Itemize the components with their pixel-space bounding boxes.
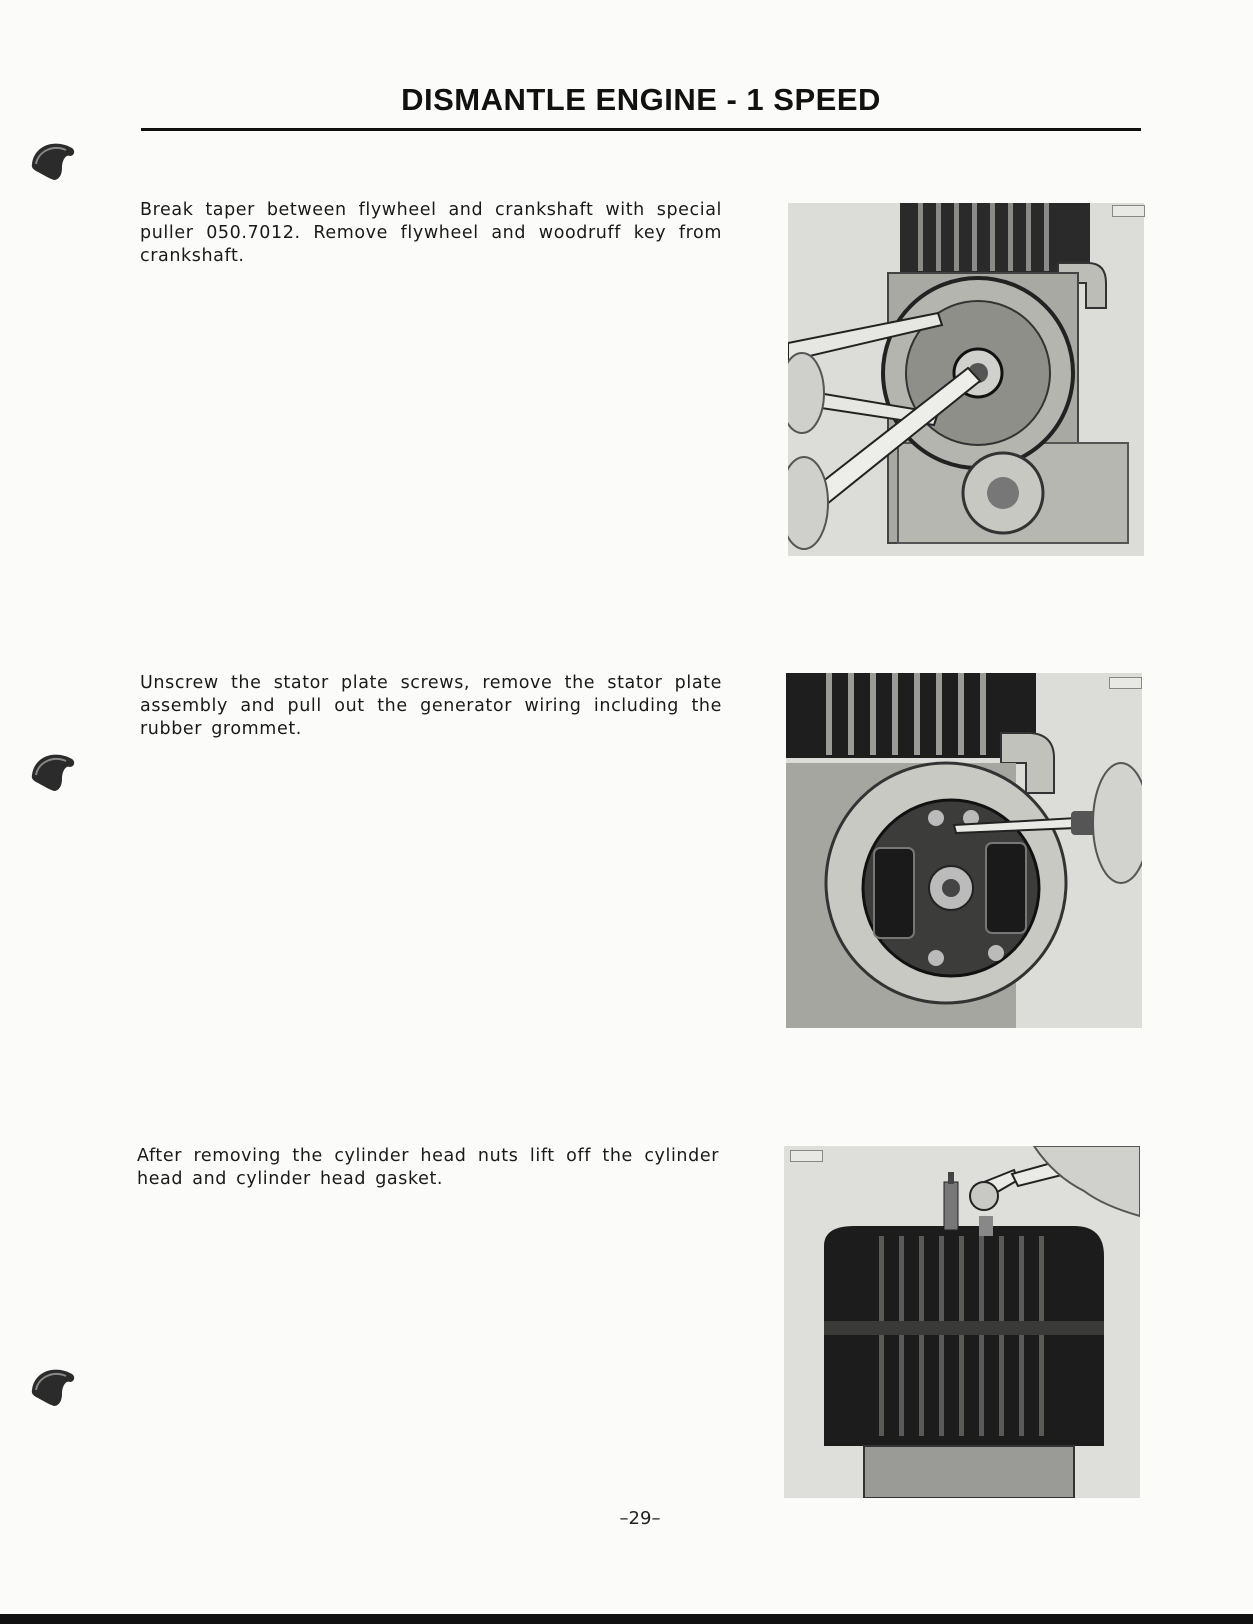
- step-3-text: After removing the cylinder head nuts lift off the cylinder head and cylinder head gasket.: [137, 1146, 719, 1189]
- cylinder-head-photo: [784, 1146, 1140, 1498]
- binder-hole-icon: [28, 745, 80, 795]
- page-number: –29–: [619, 1508, 661, 1529]
- page-title: DISMANTLE ENGINE - 1 SPEED: [401, 82, 881, 117]
- title-underline: [141, 128, 1141, 131]
- flywheel-puller-photo: [788, 203, 1144, 556]
- binder-hole-icon: [28, 1360, 80, 1410]
- photo-reference-tag: [1109, 677, 1142, 689]
- binder-hole-icon: [28, 134, 80, 184]
- photo-reference-tag: [790, 1150, 823, 1162]
- step-2-text: Unscrew the stator plate screws, remove the stator plate assembly and pull out the generator wiring including the rubber grommet.: [140, 673, 722, 739]
- scan-edge-bar: [0, 1614, 1253, 1624]
- photo-reference-tag: [1112, 205, 1145, 217]
- stator-plate-photo: [786, 673, 1142, 1028]
- step-1-text: Break taper between flywheel and crankshaft with special puller 050.7012. Remove flywheel and woodruff key from crankshaft.: [140, 200, 722, 266]
